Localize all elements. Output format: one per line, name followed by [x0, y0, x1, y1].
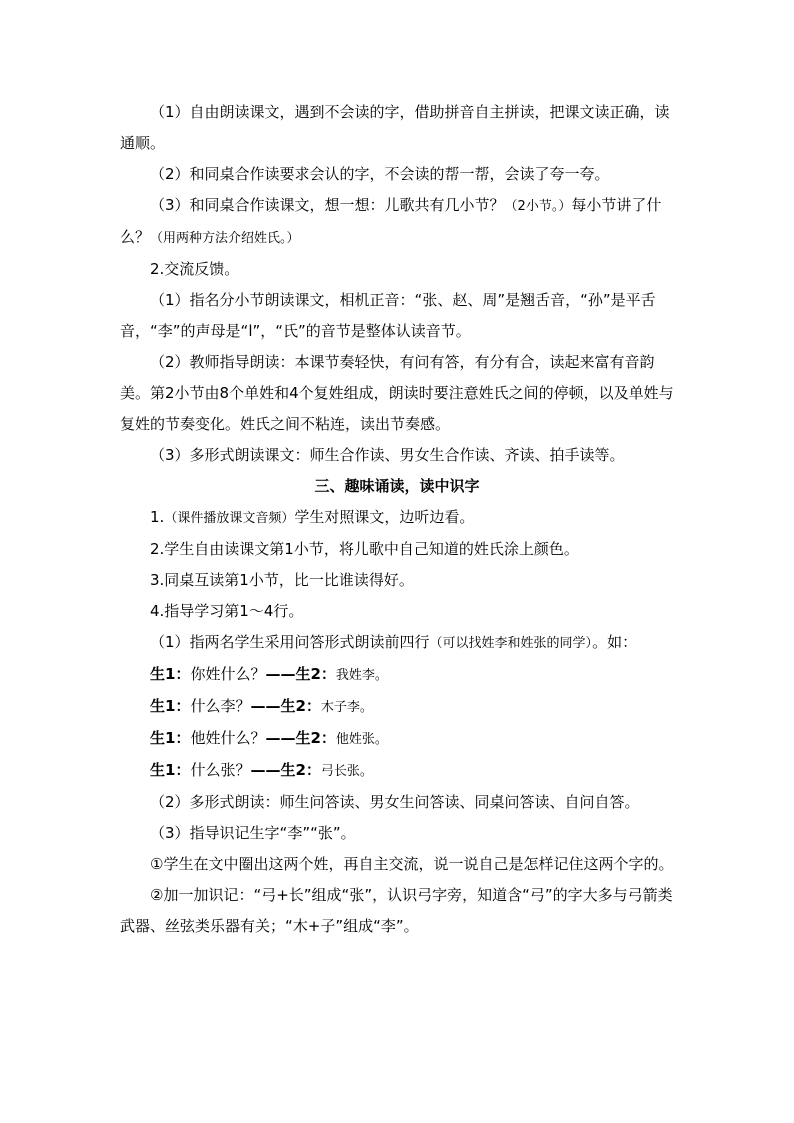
answer: 木子李。: [320, 700, 373, 715]
dash: ——: [265, 729, 296, 747]
speaker-label: 生1：: [150, 697, 191, 715]
paragraph: （3）指导识记生字“李”“张”。: [150, 824, 356, 842]
paragraph: （1）自由朗读课文，遇到不会读的字，借助拼音自主拼读，把课文读正确，读通顺。: [120, 103, 670, 152]
dash: ——: [250, 761, 281, 779]
question: 什么张？: [190, 761, 251, 779]
paragraph: 3.同桌互读第1小节，比一比谁读得好。: [150, 571, 414, 589]
answer-note: （2小节。）: [504, 199, 572, 214]
dialogue-line: [120, 659, 674, 691]
paragraph: （2）和同桌合作读要求会认的字，不会读的帮一帮，会读了夸一夸。: [150, 165, 610, 183]
paragraph: 4.指导学习第1～4行。: [150, 602, 304, 620]
text: （1）指两名学生采用问答形式朗读前四行: [150, 633, 430, 651]
note: （可以找姓李和姓张的同学）: [429, 636, 593, 651]
paragraph: [120, 190, 674, 254]
paragraph: ①学生在文中圈出这两个姓，再自主交流，说一说自己是怎样记住这两个字的。: [150, 855, 674, 873]
dash: ——: [250, 697, 281, 715]
text: （3）和同桌合作读课文，想一想：儿歌共有几小节？: [150, 196, 505, 214]
text: 学生对照课文，边听边看。: [294, 508, 475, 526]
speaker-label: 生1：: [150, 665, 191, 683]
paragraph: [120, 627, 674, 659]
speaker-label: 生2：: [280, 697, 321, 715]
dialogue-line: [120, 755, 674, 787]
speaker-label: 生1：: [150, 729, 191, 747]
question: 什么李？: [190, 697, 251, 715]
dialogue-line: [120, 723, 674, 755]
note: （课件播放课文音频）: [164, 511, 295, 526]
paragraph: （3）多形式朗读课文：师生合作读、男女生合作读、齐读、拍手读等。: [150, 446, 625, 464]
speaker-label: 生2：: [295, 729, 336, 747]
paragraph: 2.交流反馈。: [150, 260, 240, 278]
text: 每小节讲了什么？: [120, 196, 662, 246]
text: 1.: [150, 508, 165, 526]
dash: ——: [265, 665, 296, 683]
dialogue-line: [120, 691, 674, 723]
speaker-label: 生2：: [295, 665, 336, 683]
paragraph: [120, 502, 674, 534]
answer: 我姓李。: [335, 668, 388, 683]
paragraph: ②加一加识记：“弓+长”组成“张”，认识弓字旁，知道含“弓”的字大多与弓箭类武器、丝弦类乐器有关；“木+子”组成“李”。: [120, 886, 673, 935]
speaker-label: 生2：: [280, 761, 321, 779]
answer-note: （用两种方法介绍姓氏。）: [150, 231, 300, 246]
paragraph: 2.学生自由读课文第1小节，将儿歌中自己知道的姓氏涂上颜色。: [150, 540, 579, 558]
section-heading: 三、趣味诵读，读中识字: [314, 477, 480, 495]
paragraph: （2）教师指导朗读：本课节奏轻快，有问有答，有分有合，读起来富有音韵美。第2小节由8个单姓和4个复姓组成，朗读时要注意姓氏之间的停顿，以及单姓与复姓的节奏变化。姓氏之间不粘连，读出节奏感。: [120, 353, 674, 433]
speaker-label: 生1：: [150, 761, 191, 779]
answer: 他姓张。: [335, 732, 388, 747]
paragraph: （1）指名分小节朗读课文，相机正音：“张、赵、周”是翘舌音，“孙”是平舌音，“李”的声母是“l”，“氏”的音节是整体认读音节。: [120, 291, 656, 340]
question: 你姓什么？: [190, 665, 266, 683]
question: 他姓什么？: [190, 729, 266, 747]
answer: 弓长张。: [320, 764, 373, 779]
paragraph: （2）多形式朗读：师生问答读、男女生问答读、同桌问答读、自问自答。: [150, 793, 640, 811]
text: 。如：: [592, 633, 638, 651]
document-body: [120, 97, 674, 942]
